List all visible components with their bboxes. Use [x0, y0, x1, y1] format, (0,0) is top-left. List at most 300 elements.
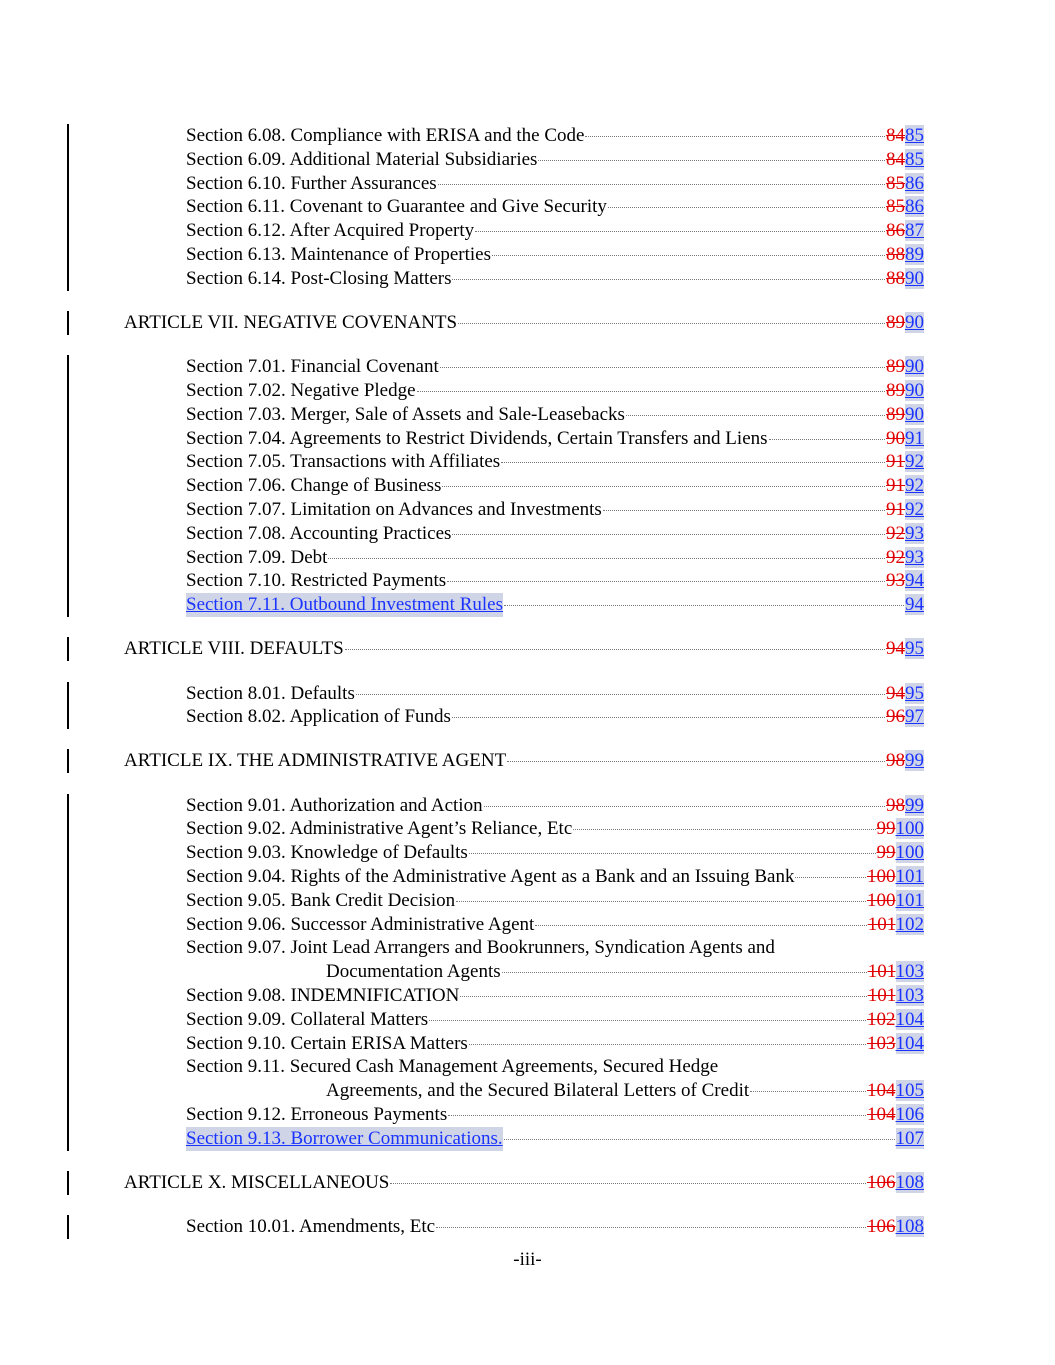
dot-leader — [573, 829, 875, 830]
dot-leader — [585, 136, 885, 137]
entry-title[interactable]: Section 9.06. Successor Administrative Agent — [186, 913, 535, 935]
change-bar — [67, 1127, 69, 1151]
change-bar — [67, 1171, 69, 1195]
inserted-page-number[interactable]: 90 — [905, 403, 924, 425]
change-bar — [67, 1215, 69, 1239]
change-bar — [67, 546, 69, 570]
section-entry[interactable] — [0, 569, 1055, 593]
dot-leader — [458, 323, 885, 324]
inserted-page-number[interactable]: 93 — [905, 546, 924, 568]
inserted-page-number[interactable]: 103 — [895, 985, 924, 1007]
entry-line — [186, 682, 924, 706]
inserted-page-number[interactable]: 91 — [905, 427, 924, 449]
deleted-page-number: 101 — [867, 913, 896, 935]
change-bar — [67, 637, 69, 661]
inserted-page-number[interactable]: 90 — [905, 379, 924, 401]
entry-title[interactable]: ARTICLE IX. THE ADMINISTRATIVE AGENT — [124, 750, 507, 772]
section-entry[interactable] — [0, 148, 1055, 172]
section-entry[interactable] — [0, 682, 1055, 706]
page-numbers — [886, 637, 924, 661]
dot-leader — [448, 1115, 866, 1116]
inserted-page-number[interactable]: 95 — [905, 682, 924, 704]
inserted-page-number[interactable]: 86 — [905, 196, 924, 218]
article-entry[interactable] — [0, 1171, 1055, 1195]
entry-line — [186, 546, 924, 570]
entry-line — [186, 569, 924, 593]
change-bar — [67, 1055, 69, 1103]
section-entry[interactable] — [0, 498, 1055, 522]
entry-line — [186, 267, 924, 291]
entry-title[interactable]: Section 9.05. Bank Credit Decision — [186, 889, 456, 911]
deleted-page-number: 104 — [867, 1080, 896, 1102]
page-numbers — [867, 1008, 924, 1032]
section-entry[interactable] — [0, 984, 1055, 1008]
change-bar — [67, 522, 69, 546]
section-entry[interactable] — [0, 794, 1055, 818]
section-entry[interactable] — [0, 913, 1055, 937]
change-bar — [67, 1008, 69, 1032]
page-numbers — [877, 841, 925, 865]
dot-leader — [484, 806, 885, 807]
change-bar — [67, 865, 69, 889]
change-bar — [67, 1103, 69, 1127]
page-numbers — [886, 124, 924, 148]
entry-title[interactable]: Section 6.13. Maintenance of Properties — [186, 243, 491, 265]
deleted-page-number: 101 — [867, 961, 896, 983]
section-entry[interactable] — [0, 865, 1055, 889]
change-bar — [67, 379, 69, 403]
deleted-page-number: 101 — [867, 985, 896, 1007]
entry-title[interactable]: Section 7.11. Outbound Investment Rules — [186, 594, 503, 616]
section-entry[interactable] — [0, 474, 1055, 498]
entry-title[interactable]: Section 9.01. Authorization and Action — [186, 794, 483, 816]
entry-line — [186, 1215, 924, 1239]
page-numbers — [886, 569, 924, 593]
change-bar — [67, 569, 69, 593]
entry-title[interactable]: Section 9.02. Administrative Agent’s Reliance, Etc — [186, 818, 573, 840]
change-bar — [67, 984, 69, 1008]
page-numbers — [886, 474, 924, 498]
entry-line — [124, 311, 924, 335]
deleted-page-number: 89 — [886, 379, 905, 401]
inserted-page-number[interactable]: 106 — [895, 1104, 924, 1126]
inserted-page-number[interactable]: 100 — [895, 842, 924, 864]
change-bar — [67, 311, 69, 335]
dot-leader — [442, 486, 885, 487]
dot-leader — [475, 231, 885, 232]
section-entry[interactable] — [0, 1127, 1055, 1151]
entry-line — [186, 1127, 924, 1151]
inserted-page-number[interactable]: 89 — [905, 243, 924, 265]
section-entry[interactable] — [0, 1215, 1055, 1239]
inserted-page-number[interactable]: 97 — [905, 706, 924, 728]
entry-line — [186, 1079, 924, 1103]
entry-title-continued[interactable]: Documentation Agents — [326, 961, 501, 983]
deleted-page-number: 94 — [886, 638, 905, 660]
inserted-page-number[interactable]: 104 — [895, 1032, 924, 1054]
section-entry[interactable] — [0, 705, 1055, 729]
deleted-page-number: 90 — [886, 427, 905, 449]
page-numbers — [868, 960, 924, 984]
inserted-page-number[interactable]: 92 — [905, 475, 924, 497]
dot-leader — [356, 694, 885, 695]
deleted-page-number: 100 — [867, 866, 896, 888]
entry-line — [186, 889, 924, 913]
page-numbers — [886, 522, 924, 546]
section-entry[interactable] — [0, 1103, 1055, 1127]
entry-title[interactable]: Section 7.05. Transactions with Affiliates — [186, 451, 501, 473]
dot-leader — [438, 184, 885, 185]
dot-leader — [429, 1020, 866, 1021]
deleted-page-number: 92 — [886, 522, 905, 544]
entry-line — [186, 865, 924, 889]
page-numbers — [886, 267, 924, 291]
inserted-page-number[interactable]: 101 — [895, 889, 924, 911]
page-numbers — [886, 450, 924, 474]
page-number: -iii- — [513, 1249, 542, 1270]
inserted-page-number[interactable]: 85 — [905, 148, 924, 170]
dot-leader — [626, 415, 885, 416]
entry-line — [186, 841, 924, 865]
dot-leader — [436, 1227, 866, 1228]
entry-line — [186, 705, 924, 729]
entry-line — [186, 148, 924, 172]
page-numbers — [886, 682, 924, 706]
change-bar — [67, 474, 69, 498]
entry-title[interactable]: Section 7.01. Financial Covenant — [186, 356, 439, 378]
entry-title[interactable]: Section 9.13. Borrower Communications. — [186, 1127, 503, 1149]
page-numbers — [886, 403, 924, 427]
page-numbers — [867, 1103, 924, 1127]
inserted-page-number[interactable]: 85 — [905, 125, 924, 146]
deleted-page-number: 103 — [867, 1032, 896, 1054]
section-entry[interactable] — [0, 427, 1055, 451]
deleted-page-number: 88 — [886, 243, 905, 265]
entry-title[interactable]: Section 9.12. Erroneous Payments — [186, 1104, 448, 1126]
inserted-page-number[interactable]: 94 — [905, 594, 924, 616]
section-entry[interactable] — [0, 889, 1055, 913]
deleted-page-number: 86 — [886, 220, 905, 242]
section-entry[interactable] — [0, 817, 1055, 841]
entry-line — [186, 522, 924, 546]
entry-line — [186, 379, 924, 403]
page-numbers — [886, 195, 924, 219]
inserted-page-number[interactable]: 92 — [905, 498, 924, 520]
entry-line — [124, 749, 924, 773]
change-bar — [67, 403, 69, 427]
entry-title[interactable]: ARTICLE VII. NEGATIVE COVENANTS — [124, 311, 458, 333]
entry-title[interactable]: Section 7.04. Agreements to Restrict Dividends, Certain Transfers and Liens — [186, 427, 768, 449]
deleted-page-number: 96 — [886, 706, 905, 728]
page-numbers — [896, 1127, 925, 1151]
deleted-page-number: 104 — [867, 1104, 896, 1126]
entry-title[interactable]: Section 6.08. Compliance with ERISA and the Code — [186, 125, 585, 146]
page-numbers — [886, 172, 924, 196]
entry-line — [186, 427, 924, 451]
entry-title[interactable]: Section 8.01. Defaults — [186, 682, 355, 704]
inserted-page-number[interactable]: 92 — [905, 451, 924, 473]
entry-title[interactable]: Section 6.12. After Acquired Property — [186, 220, 475, 242]
change-bar — [67, 172, 69, 196]
dot-leader — [501, 462, 885, 463]
change-bar — [67, 817, 69, 841]
section-entry[interactable] — [0, 1032, 1055, 1056]
dot-leader — [538, 160, 885, 161]
entry-line — [186, 219, 924, 243]
inserted-page-number[interactable]: 94 — [905, 570, 924, 592]
deleted-page-number: 98 — [886, 750, 905, 772]
dot-leader — [469, 853, 876, 854]
section-entry[interactable] — [0, 936, 1055, 984]
change-bar — [67, 219, 69, 243]
section-entry[interactable] — [0, 1008, 1055, 1032]
deleted-page-number: 98 — [886, 794, 905, 816]
article-entry[interactable] — [0, 637, 1055, 661]
page-numbers — [905, 593, 924, 617]
section-entry[interactable] — [0, 379, 1055, 403]
page-numbers — [886, 148, 924, 172]
section-entry[interactable] — [0, 124, 1055, 148]
entry-line — [186, 243, 924, 267]
change-bar — [67, 267, 69, 291]
page-numbers — [886, 749, 924, 773]
change-bar — [67, 682, 69, 706]
change-bar — [67, 841, 69, 865]
entry-title[interactable]: Section 6.11. Covenant to Guarantee and Give Security — [186, 196, 607, 218]
entry-line — [186, 1103, 924, 1127]
entry-line — [186, 498, 924, 522]
entry-title[interactable]: Section 7.06. Change of Business — [186, 475, 442, 497]
deleted-page-number: 89 — [886, 311, 905, 333]
entry-line — [186, 450, 924, 474]
change-bar — [67, 148, 69, 172]
inserted-page-number[interactable]: 87 — [905, 220, 924, 242]
change-bar — [67, 450, 69, 474]
entry-title-continued[interactable]: Agreements, and the Secured Bilateral Letters of Credit — [326, 1080, 750, 1102]
page-numbers — [886, 427, 924, 451]
entry-title[interactable]: Section 9.07. Joint Lead Arrangers and Bookrunners, Syndication Agents and — [186, 937, 775, 959]
inserted-page-number[interactable]: 108 — [895, 1216, 924, 1238]
dot-leader — [440, 367, 885, 368]
deleted-page-number: 92 — [886, 546, 905, 568]
change-bar — [67, 936, 69, 984]
dot-leader — [502, 972, 867, 973]
entry-line — [186, 936, 924, 960]
entry-line — [186, 1008, 924, 1032]
page-numbers — [867, 1032, 924, 1056]
deleted-page-number: 94 — [886, 682, 905, 704]
dot-leader — [769, 439, 885, 440]
section-entry[interactable] — [0, 841, 1055, 865]
page-numbers — [867, 1215, 924, 1239]
entry-title[interactable]: Section 9.11. Secured Cash Management Agreements, Secured Hedge — [186, 1056, 719, 1078]
inserted-page-number[interactable]: 99 — [905, 750, 924, 772]
change-bar — [67, 889, 69, 913]
dot-leader — [608, 207, 885, 208]
dot-leader — [460, 996, 866, 997]
entry-title[interactable]: Section 7.09. Debt — [186, 546, 328, 568]
inserted-page-number[interactable]: 90 — [905, 356, 924, 378]
section-entry[interactable] — [0, 195, 1055, 219]
page-numbers — [886, 355, 924, 379]
inserted-page-number[interactable]: 90 — [905, 311, 924, 333]
entry-title[interactable]: Section 6.09. Additional Material Subsidiaries — [186, 148, 538, 170]
entry-line — [186, 355, 924, 379]
deleted-page-number: 93 — [886, 570, 905, 592]
inserted-page-number[interactable]: 86 — [905, 172, 924, 194]
section-entry[interactable] — [0, 450, 1055, 474]
page-numbers — [877, 817, 925, 841]
page-numbers — [886, 546, 924, 570]
inserted-page-number[interactable]: 95 — [905, 638, 924, 660]
dot-leader — [535, 925, 866, 926]
entry-title[interactable]: Section 7.02. Negative Pledge — [186, 379, 416, 401]
page-numbers — [886, 219, 924, 243]
deleted-page-number: 88 — [886, 267, 905, 289]
inserted-page-number[interactable]: 104 — [895, 1008, 924, 1030]
entry-line — [186, 1055, 924, 1079]
entry-line — [186, 817, 924, 841]
entry-line — [186, 124, 924, 148]
deleted-page-number: 91 — [886, 451, 905, 473]
entry-title[interactable]: Section 7.08. Accounting Practices — [186, 522, 452, 544]
inserted-page-number[interactable]: 107 — [895, 1127, 924, 1149]
deleted-page-number: 85 — [886, 196, 905, 218]
change-bar — [67, 794, 69, 818]
entry-title[interactable]: Section 9.10. Certain ERISA Matters — [186, 1032, 468, 1054]
deleted-page-number: 106 — [867, 1216, 896, 1238]
change-bar — [67, 593, 69, 617]
change-bar — [67, 124, 69, 148]
entry-title[interactable]: Section 9.09. Collateral Matters — [186, 1008, 429, 1030]
section-entry[interactable] — [0, 219, 1055, 243]
dot-leader — [390, 1183, 866, 1184]
entry-line — [186, 593, 924, 617]
dot-leader — [469, 1044, 866, 1045]
section-entry[interactable] — [0, 593, 1055, 617]
deleted-page-number: 99 — [876, 842, 896, 864]
deleted-page-number: 100 — [867, 889, 896, 911]
deleted-page-number: 91 — [886, 475, 905, 497]
deleted-page-number: 106 — [867, 1172, 896, 1194]
section-entry[interactable] — [0, 522, 1055, 546]
inserted-page-number[interactable]: 93 — [905, 522, 924, 544]
inserted-page-number[interactable]: 99 — [905, 794, 924, 816]
entry-title[interactable]: ARTICLE VIII. DEFAULTS — [124, 638, 344, 660]
dot-leader — [750, 1091, 866, 1092]
entry-title[interactable]: Section 7.03. Merger, Sale of Assets and Sale-Leasebacks — [186, 403, 625, 425]
deleted-page-number: 102 — [867, 1008, 896, 1030]
inserted-page-number[interactable]: 103 — [895, 961, 924, 983]
change-bar — [67, 195, 69, 219]
entry-line — [186, 913, 924, 937]
change-bar — [67, 427, 69, 451]
entry-title[interactable]: Section 9.04. Rights of the Administrative Agent as a Bank and an Issuing Bank — [186, 866, 795, 888]
deleted-page-number: 99 — [876, 818, 896, 840]
deleted-page-number: 84 — [886, 148, 905, 170]
entry-title[interactable]: Section 6.10. Further Assurances — [186, 172, 437, 194]
page-numbers — [886, 379, 924, 403]
change-bar — [67, 1032, 69, 1056]
entry-title[interactable]: Section 7.10. Restricted Payments — [186, 570, 447, 592]
deleted-page-number: 84 — [886, 125, 905, 146]
dot-leader — [795, 877, 866, 878]
page-numbers — [886, 794, 924, 818]
section-entry[interactable] — [0, 243, 1055, 267]
entry-title[interactable]: Section 8.02. Application of Funds — [186, 706, 451, 728]
page-numbers — [867, 889, 924, 913]
inserted-page-number[interactable]: 105 — [895, 1080, 924, 1102]
entry-line — [186, 403, 924, 427]
deleted-page-number: 91 — [886, 498, 905, 520]
page-numbers — [867, 1079, 924, 1103]
inserted-page-number[interactable]: 90 — [905, 267, 924, 289]
change-bar — [67, 749, 69, 773]
page-numbers — [886, 243, 924, 267]
entry-line — [186, 474, 924, 498]
dot-leader — [417, 391, 885, 392]
entry-line — [186, 172, 924, 196]
deleted-page-number: 85 — [886, 172, 905, 194]
dot-leader — [345, 649, 885, 650]
section-entry[interactable] — [0, 403, 1055, 427]
section-entry[interactable] — [0, 172, 1055, 196]
dot-leader — [507, 761, 885, 762]
dot-leader — [447, 581, 885, 582]
inserted-page-number[interactable]: 100 — [895, 818, 924, 840]
dot-leader — [504, 605, 904, 606]
section-entry[interactable] — [0, 355, 1055, 379]
change-bar — [67, 498, 69, 522]
entry-line — [186, 984, 924, 1008]
change-bar — [67, 243, 69, 267]
entry-title[interactable]: Section 6.14. Post-Closing Matters — [186, 267, 452, 289]
inserted-page-number[interactable]: 108 — [895, 1172, 924, 1194]
entry-line — [186, 960, 924, 984]
page-numbers — [886, 498, 924, 522]
article-entry[interactable] — [0, 311, 1055, 335]
section-entry[interactable] — [0, 267, 1055, 291]
entry-title[interactable]: Section 10.01. Amendments, Etc — [186, 1216, 436, 1238]
page-numbers — [868, 913, 924, 937]
table-of-contents — [0, 124, 1055, 1239]
entry-title[interactable]: Section 9.08. INDEMNIFICATION — [186, 985, 460, 1007]
deleted-page-number: 89 — [886, 356, 905, 378]
inserted-page-number[interactable]: 102 — [895, 913, 924, 935]
entry-line — [186, 1032, 924, 1056]
deleted-page-number: 89 — [886, 403, 905, 425]
page-numbers — [867, 1171, 924, 1195]
inserted-page-number[interactable]: 101 — [895, 866, 924, 888]
entry-line — [186, 794, 924, 818]
page-numbers — [867, 865, 924, 889]
section-entry[interactable] — [0, 546, 1055, 570]
section-entry[interactable] — [0, 1055, 1055, 1103]
dot-leader — [504, 1139, 895, 1140]
change-bar — [67, 705, 69, 729]
dot-leader — [452, 279, 885, 280]
dot-leader — [452, 534, 885, 535]
dot-leader — [452, 717, 885, 718]
entry-title[interactable]: Section 9.03. Knowledge of Defaults — [186, 842, 468, 864]
article-entry[interactable] — [0, 749, 1055, 773]
entry-line — [124, 1171, 924, 1195]
page-numbers — [868, 984, 924, 1008]
page-numbers — [886, 311, 924, 335]
entry-title[interactable]: ARTICLE X. MISCELLANEOUS — [124, 1172, 390, 1194]
dot-leader — [492, 255, 885, 256]
entry-title[interactable]: Section 7.07. Limitation on Advances and Investments — [186, 498, 602, 520]
